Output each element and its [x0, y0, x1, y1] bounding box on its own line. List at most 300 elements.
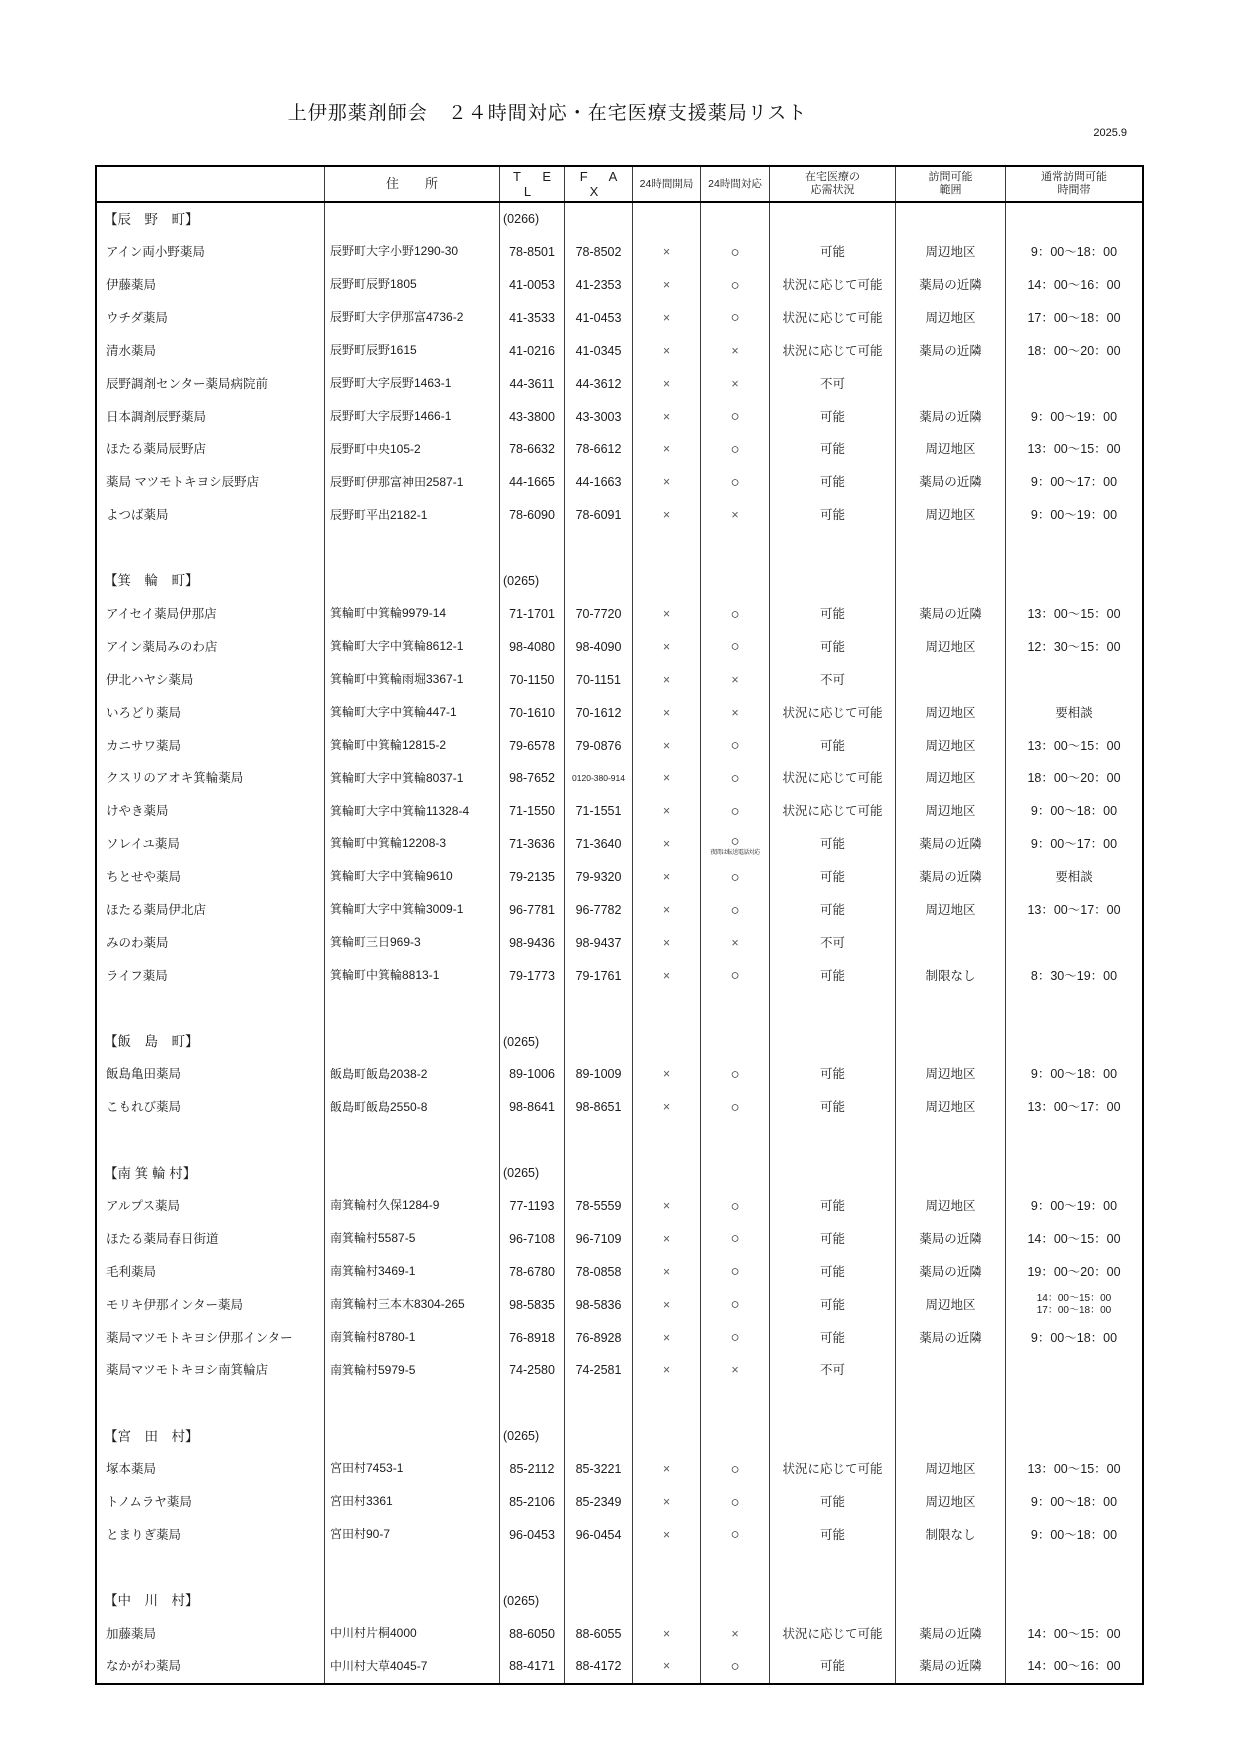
support24-cell: [700, 729, 769, 762]
hours-cell: 14：00～15：00: [1005, 1223, 1142, 1256]
pharmacy-name-cell: こもれび薬局: [106, 1100, 182, 1115]
hours-cell: [1005, 367, 1142, 400]
address-cell: 箕輪町大字中箕輪9610: [324, 861, 499, 894]
open24-cell: [632, 302, 700, 335]
homecare-cell: 可能: [769, 1486, 895, 1519]
cross-mark: ×: [662, 442, 671, 457]
range-cell: [895, 203, 1005, 236]
header-homecare: [769, 167, 895, 201]
range-cell: 周辺地区: [895, 1453, 1005, 1486]
fax-cell: 76-8928: [564, 1321, 632, 1354]
pharmacy-name-cell: ほたる薬局春日街道: [106, 1231, 219, 1246]
table-row: [97, 1058, 1142, 1091]
open24-cell: [632, 1552, 700, 1585]
open24-cell: [632, 532, 700, 565]
address-cell: [324, 1025, 499, 1058]
tel-cell: 78-6780: [499, 1256, 564, 1289]
homecare-cell: 可能: [769, 1091, 895, 1124]
hours-cell: 9：00～18：00: [1005, 1321, 1142, 1354]
support24-cell: [700, 400, 769, 433]
homecare-cell: 可能: [769, 1190, 895, 1223]
section-row: [97, 565, 1142, 598]
open24-cell: [632, 1486, 700, 1519]
pharmacy-name-cell: けやき薬局: [106, 804, 169, 819]
homecare-cell: 可能: [769, 828, 895, 861]
open24-cell: [632, 1091, 700, 1124]
address-cell: 飯島町飯島2550-8: [324, 1091, 499, 1124]
fax-cell: 43-3003: [564, 400, 632, 433]
support24-cell: [700, 663, 769, 696]
address-cell: 宮田村7453-1: [324, 1453, 499, 1486]
range-cell: 周辺地区: [895, 302, 1005, 335]
hours-cell: [1005, 1420, 1142, 1453]
pharmacy-name-cell: 辰野調剤センター薬局病院前: [106, 376, 269, 391]
pharmacy-name-cell: [97, 1552, 324, 1585]
table-row: [97, 1190, 1142, 1223]
address-cell: 辰野町大字辰野1463-1: [324, 367, 499, 400]
circle-mark: ○: [730, 1329, 740, 1347]
table-row: [97, 663, 1142, 696]
open24-cell: [632, 1223, 700, 1256]
cross-mark: ×: [662, 804, 671, 819]
range-cell: 制限なし: [895, 1519, 1005, 1552]
circle-mark: ○: [730, 1098, 740, 1116]
hours-cell: 14：00～16：00: [1005, 269, 1142, 302]
hours-cell: [1005, 532, 1142, 565]
fax-cell: 78-5559: [564, 1190, 632, 1223]
open24-cell: [632, 1288, 700, 1321]
fax-cell: 98-4090: [564, 631, 632, 664]
table-row: [97, 466, 1142, 499]
support24-cell: [700, 1157, 769, 1190]
cross-mark: ×: [662, 837, 671, 852]
tel-cell: 70-1610: [499, 696, 564, 729]
support24-cell: [700, 1387, 769, 1420]
support24-cell: [700, 499, 769, 532]
circle-mark: ○: [730, 832, 740, 850]
homecare-cell: 可能: [769, 598, 895, 631]
pharmacy-name-cell: アルプス薬局: [106, 1198, 181, 1213]
table-row: [97, 861, 1142, 894]
fax-cell: 70-7720: [564, 598, 632, 631]
pharmacy-name-cell: 清水薬局: [106, 343, 157, 358]
header-address: 住 所: [324, 167, 499, 201]
table-row: [97, 1354, 1142, 1387]
circle-mark: ○: [730, 967, 740, 985]
cross-mark: ×: [662, 1264, 671, 1279]
support24-cell: [700, 565, 769, 598]
range-cell: 周辺地区: [895, 1288, 1005, 1321]
open24-cell: [632, 1420, 700, 1453]
circle-mark: ○: [730, 276, 740, 294]
cross-mark: ×: [662, 1231, 671, 1246]
fax-cell: 96-7782: [564, 894, 632, 927]
header-homecare-line1: 在宅医療の: [805, 171, 860, 184]
range-cell: [895, 927, 1005, 960]
address-cell: 辰野町辰野1615: [324, 335, 499, 368]
hours-cell: 9：00～19：00: [1005, 400, 1142, 433]
table-header-row: [97, 167, 1142, 203]
table-row: [97, 499, 1142, 532]
fax-cell: [564, 1387, 632, 1420]
cross-mark: ×: [662, 1100, 671, 1115]
open24-cell: [632, 1124, 700, 1157]
address-cell: [324, 1420, 499, 1453]
pharmacy-name-cell: モリキ伊那インター薬局: [106, 1297, 244, 1312]
pharmacy-name-cell: 薬局 マツモトキヨシ辰野店: [106, 475, 260, 490]
range-cell: 制限なし: [895, 959, 1005, 992]
tel-cell: 98-7652: [499, 762, 564, 795]
open24-cell: [632, 1453, 700, 1486]
address-cell: [324, 1552, 499, 1585]
tel-cell: (0265): [499, 1584, 564, 1617]
open24-cell: [632, 663, 700, 696]
range-cell: [895, 992, 1005, 1025]
cross-mark: ×: [662, 968, 671, 983]
cross-mark: ×: [662, 508, 671, 523]
table-row: [97, 400, 1142, 433]
fax-cell: [564, 532, 632, 565]
homecare-cell: 不可: [769, 663, 895, 696]
support24-cell: [700, 335, 769, 368]
tel-cell: 96-7108: [499, 1223, 564, 1256]
open24-cell: [632, 894, 700, 927]
cross-mark: ×: [662, 935, 671, 950]
support24-cell: [700, 1025, 769, 1058]
homecare-cell: 可能: [769, 1321, 895, 1354]
address-cell: 南箕輪村5587-5: [324, 1223, 499, 1256]
pharmacy-name-cell: ソレイユ薬局: [106, 837, 180, 852]
pharmacy-name-cell: [97, 992, 324, 1025]
range-cell: [895, 367, 1005, 400]
tel-cell: (0265): [499, 1025, 564, 1058]
section-label-cell: 【中 川 村】: [104, 1593, 199, 1609]
homecare-cell: 可能: [769, 1058, 895, 1091]
fax-cell: [564, 203, 632, 236]
support24-cell: [700, 959, 769, 992]
hours-cell: 12：30～15：00: [1005, 631, 1142, 664]
pharmacy-name-cell: 伊北ハヤシ薬局: [106, 672, 194, 687]
homecare-cell: 可能: [769, 1288, 895, 1321]
fax-cell: 98-5836: [564, 1288, 632, 1321]
address-cell: 宮田村3361: [324, 1486, 499, 1519]
homecare-cell: 可能: [769, 1256, 895, 1289]
address-cell: 箕輪町中箕輪9979-14: [324, 598, 499, 631]
homecare-cell: [769, 992, 895, 1025]
circle-mark: ○: [730, 1296, 740, 1314]
hours-cell: 14：00～16：00: [1005, 1650, 1142, 1683]
homecare-cell: 可能: [769, 631, 895, 664]
tel-cell: 70-1150: [499, 663, 564, 696]
fax-cell: 41-2353: [564, 269, 632, 302]
address-cell: 南箕輪村5979-5: [324, 1354, 499, 1387]
circle-mark: ○: [730, 243, 740, 261]
table-row: [97, 269, 1142, 302]
support24-cell: [700, 894, 769, 927]
homecare-cell: 可能: [769, 1650, 895, 1683]
hours-cell: [1005, 565, 1142, 598]
pharmacy-table: [95, 165, 1144, 1685]
hours-cell: [1005, 1584, 1142, 1617]
tel-cell: 76-8918: [499, 1321, 564, 1354]
tel-cell: 79-1773: [499, 959, 564, 992]
hours-cell: [1005, 1387, 1142, 1420]
hours-cell: [1005, 1124, 1142, 1157]
address-cell: [324, 1157, 499, 1190]
address-cell: 中川村片桐4000: [324, 1617, 499, 1650]
support24-cell: [700, 236, 769, 269]
address-cell: 飯島町飯島2038-2: [324, 1058, 499, 1091]
range-cell: 薬局の近隣: [895, 269, 1005, 302]
fax-cell: [564, 1124, 632, 1157]
support24-cell: [700, 1091, 769, 1124]
address-cell: [324, 565, 499, 598]
spacer-row: [97, 992, 1142, 1025]
table-row: [97, 696, 1142, 729]
cross-mark: ×: [662, 278, 671, 293]
cross-mark: ×: [662, 1527, 671, 1542]
table-row: [97, 1223, 1142, 1256]
tel-cell: 78-6632: [499, 433, 564, 466]
tel-cell: 96-0453: [499, 1519, 564, 1552]
hours-cell: [1005, 1354, 1142, 1387]
range-cell: 周辺地区: [895, 1091, 1005, 1124]
pharmacy-name-cell: アイン薬局みのわ店: [106, 639, 218, 654]
address-cell: 辰野町大字伊那富4736-2: [324, 302, 499, 335]
open24-cell: [632, 1157, 700, 1190]
pharmacy-name-cell: ほたる薬局辰野店: [106, 442, 207, 457]
range-cell: 薬局の近隣: [895, 1617, 1005, 1650]
tel-cell: 98-8641: [499, 1091, 564, 1124]
tel-cell: 41-3533: [499, 302, 564, 335]
circle-mark: ○: [730, 408, 740, 426]
pharmacy-name-cell: トノムラヤ薬局: [106, 1494, 192, 1509]
spacer-row: [97, 1387, 1142, 1420]
support24-cell: [700, 1617, 769, 1650]
open24-cell: [632, 1354, 700, 1387]
cross-mark: ×: [662, 475, 671, 490]
table-row: [97, 762, 1142, 795]
range-cell: [895, 1420, 1005, 1453]
tel-cell: [499, 532, 564, 565]
support24-cell: [700, 1519, 769, 1552]
support24-cell: [700, 1190, 769, 1223]
address-cell: 宮田村90-7: [324, 1519, 499, 1552]
support24-cell: [700, 1453, 769, 1486]
table-row: [97, 302, 1142, 335]
tel-cell: 41-0053: [499, 269, 564, 302]
cross-mark: ×: [662, 1494, 671, 1509]
circle-mark: ○: [730, 1526, 740, 1544]
address-cell: 箕輪町大字中箕輪11328-4: [324, 795, 499, 828]
cross-mark: ×: [662, 738, 671, 753]
range-cell: [895, 1025, 1005, 1058]
address-cell: 箕輪町大字中箕輪447-1: [324, 696, 499, 729]
pharmacy-name-cell: ウチダ薬局: [106, 310, 168, 325]
table-row: [97, 236, 1142, 269]
pharmacy-name-cell: みのわ薬局: [106, 935, 169, 950]
address-cell: 南箕輪村8780-1: [324, 1321, 499, 1354]
pharmacy-name-cell: アイセイ薬局伊那店: [106, 606, 217, 621]
open24-cell: [632, 631, 700, 664]
fax-cell: 44-1663: [564, 466, 632, 499]
tel-cell: 98-5835: [499, 1288, 564, 1321]
homecare-cell: 不可: [769, 367, 895, 400]
fax-cell: 88-4172: [564, 1650, 632, 1683]
tel-cell: 43-3800: [499, 400, 564, 433]
fax-cell: 98-9437: [564, 927, 632, 960]
range-cell: 周辺地区: [895, 499, 1005, 532]
fax-cell: 78-0858: [564, 1256, 632, 1289]
fax-cell: 0120-380-914: [564, 762, 632, 795]
section-row: [97, 1157, 1142, 1190]
address-cell: 箕輪町中箕輪12815-2: [324, 729, 499, 762]
fax-cell: 71-1551: [564, 795, 632, 828]
open24-cell: [632, 1256, 700, 1289]
section-label-cell: 【箕 輪 町】: [104, 573, 199, 589]
range-cell: 周辺地区: [895, 762, 1005, 795]
support24-cell: [700, 1552, 769, 1585]
circle-mark: ○: [730, 473, 740, 491]
header-hours-line1: 通常訪問可能: [1041, 171, 1107, 184]
circle-mark: ○: [730, 1263, 740, 1281]
circle-mark: ○: [730, 901, 740, 919]
homecare-cell: 状況に応じて可能: [769, 795, 895, 828]
cross-mark: ×: [662, 672, 671, 687]
tel-cell: 78-6090: [499, 499, 564, 532]
hours-cell: 13：00～15：00: [1005, 1453, 1142, 1486]
open24-cell: [632, 729, 700, 762]
open24-cell: [632, 1321, 700, 1354]
homecare-cell: [769, 1420, 895, 1453]
open24-cell: [632, 269, 700, 302]
fax-cell: 78-8502: [564, 236, 632, 269]
header-range-line1: 訪問可能: [928, 171, 973, 184]
header-name: [97, 167, 324, 201]
hours-cell: [1005, 1025, 1142, 1058]
cross-mark: ×: [662, 606, 671, 621]
pharmacy-name-cell: とまりぎ薬局: [106, 1527, 182, 1542]
tel-cell: 89-1006: [499, 1058, 564, 1091]
pharmacy-name-cell: 日本調剤辰野薬局: [106, 409, 207, 424]
table-row: [97, 828, 1142, 861]
hours-cell: 18：00～20：00: [1005, 762, 1142, 795]
open24-cell: [632, 828, 700, 861]
pharmacy-name-cell: ちとせや薬局: [106, 870, 182, 885]
address-cell: 箕輪町三日969-3: [324, 927, 499, 960]
table-row: [97, 631, 1142, 664]
open24-cell: [632, 927, 700, 960]
section-row: [97, 203, 1142, 236]
circle-mark: ○: [730, 605, 740, 623]
fax-cell: [564, 565, 632, 598]
tel-cell: 71-1701: [499, 598, 564, 631]
address-cell: [324, 203, 499, 236]
circle-mark: ○: [730, 769, 740, 787]
open24-cell: [632, 598, 700, 631]
fax-cell: 96-0454: [564, 1519, 632, 1552]
fax-cell: 96-7109: [564, 1223, 632, 1256]
cross-mark: ×: [662, 1363, 671, 1378]
pharmacy-name-cell: 伊藤薬局: [106, 278, 157, 293]
homecare-cell: 不可: [769, 927, 895, 960]
range-cell: 薬局の近隣: [895, 828, 1005, 861]
address-cell: 辰野町辰野1805: [324, 269, 499, 302]
circle-mark: ○: [730, 1493, 740, 1511]
hours-cell: 9：00～19：00: [1005, 1190, 1142, 1223]
support24-cell: [700, 433, 769, 466]
table-row: [97, 1650, 1142, 1683]
tel-cell: 41-0216: [499, 335, 564, 368]
homecare-cell: [769, 565, 895, 598]
pharmacy-name-cell: アイン両小野薬局: [106, 245, 205, 260]
homecare-cell: [769, 1025, 895, 1058]
open24-cell: [632, 1190, 700, 1223]
cross-mark: ×: [662, 902, 671, 917]
homecare-cell: [769, 532, 895, 565]
hours-cell: 要相談: [1005, 861, 1142, 894]
support24-cell: [700, 1321, 769, 1354]
section-row: [97, 1584, 1142, 1617]
homecare-cell: 不可: [769, 1354, 895, 1387]
support24-cell: [700, 828, 769, 861]
range-cell: 周辺地区: [895, 1486, 1005, 1519]
address-cell: 中川村大草4045-7: [324, 1650, 499, 1683]
range-cell: [895, 1354, 1005, 1387]
support24-cell: [700, 1256, 769, 1289]
open24-cell: [632, 367, 700, 400]
cross-mark: ×: [662, 771, 671, 786]
range-cell: [895, 1124, 1005, 1157]
hours-cell: 19：00～20：00: [1005, 1256, 1142, 1289]
fax-cell: [564, 1157, 632, 1190]
homecare-cell: 可能: [769, 894, 895, 927]
support24-cell: [700, 1223, 769, 1256]
table-row: [97, 1321, 1142, 1354]
tel-cell: 88-4171: [499, 1650, 564, 1683]
open24-cell: [632, 499, 700, 532]
tel-cell: [499, 1387, 564, 1420]
table-row: [97, 729, 1142, 762]
fax-cell: 85-3221: [564, 1453, 632, 1486]
pharmacy-name-cell: 塚本薬局: [106, 1462, 157, 1477]
hours-cell: 14：00～15：00: [1005, 1617, 1142, 1650]
homecare-cell: 可能: [769, 1223, 895, 1256]
hours-cell: 9：00～18：00: [1005, 1058, 1142, 1091]
fax-cell: [564, 1025, 632, 1058]
support24-cell: [700, 861, 769, 894]
table-row: [97, 598, 1142, 631]
circle-mark: ○: [730, 737, 740, 755]
homecare-cell: [769, 1124, 895, 1157]
address-cell: 南箕輪村3469-1: [324, 1256, 499, 1289]
open24-cell: [632, 959, 700, 992]
open24-cell: [632, 433, 700, 466]
pharmacy-name-cell: 薬局マツモトキヨシ伊那インター: [106, 1330, 293, 1345]
fax-cell: 79-9320: [564, 861, 632, 894]
address-cell: 南箕輪村久保1284-9: [324, 1190, 499, 1223]
hours-cell: [1005, 927, 1142, 960]
open24-cell: [632, 203, 700, 236]
cross-mark: ×: [662, 1297, 671, 1312]
circle-mark: ○: [730, 1460, 740, 1478]
table-row: [97, 367, 1142, 400]
table-row: [97, 1486, 1142, 1519]
circle-mark: ○: [730, 1065, 740, 1083]
table-row: [97, 927, 1142, 960]
range-cell: 周辺地区: [895, 1190, 1005, 1223]
address-cell: 箕輪町大字中箕輪8037-1: [324, 762, 499, 795]
